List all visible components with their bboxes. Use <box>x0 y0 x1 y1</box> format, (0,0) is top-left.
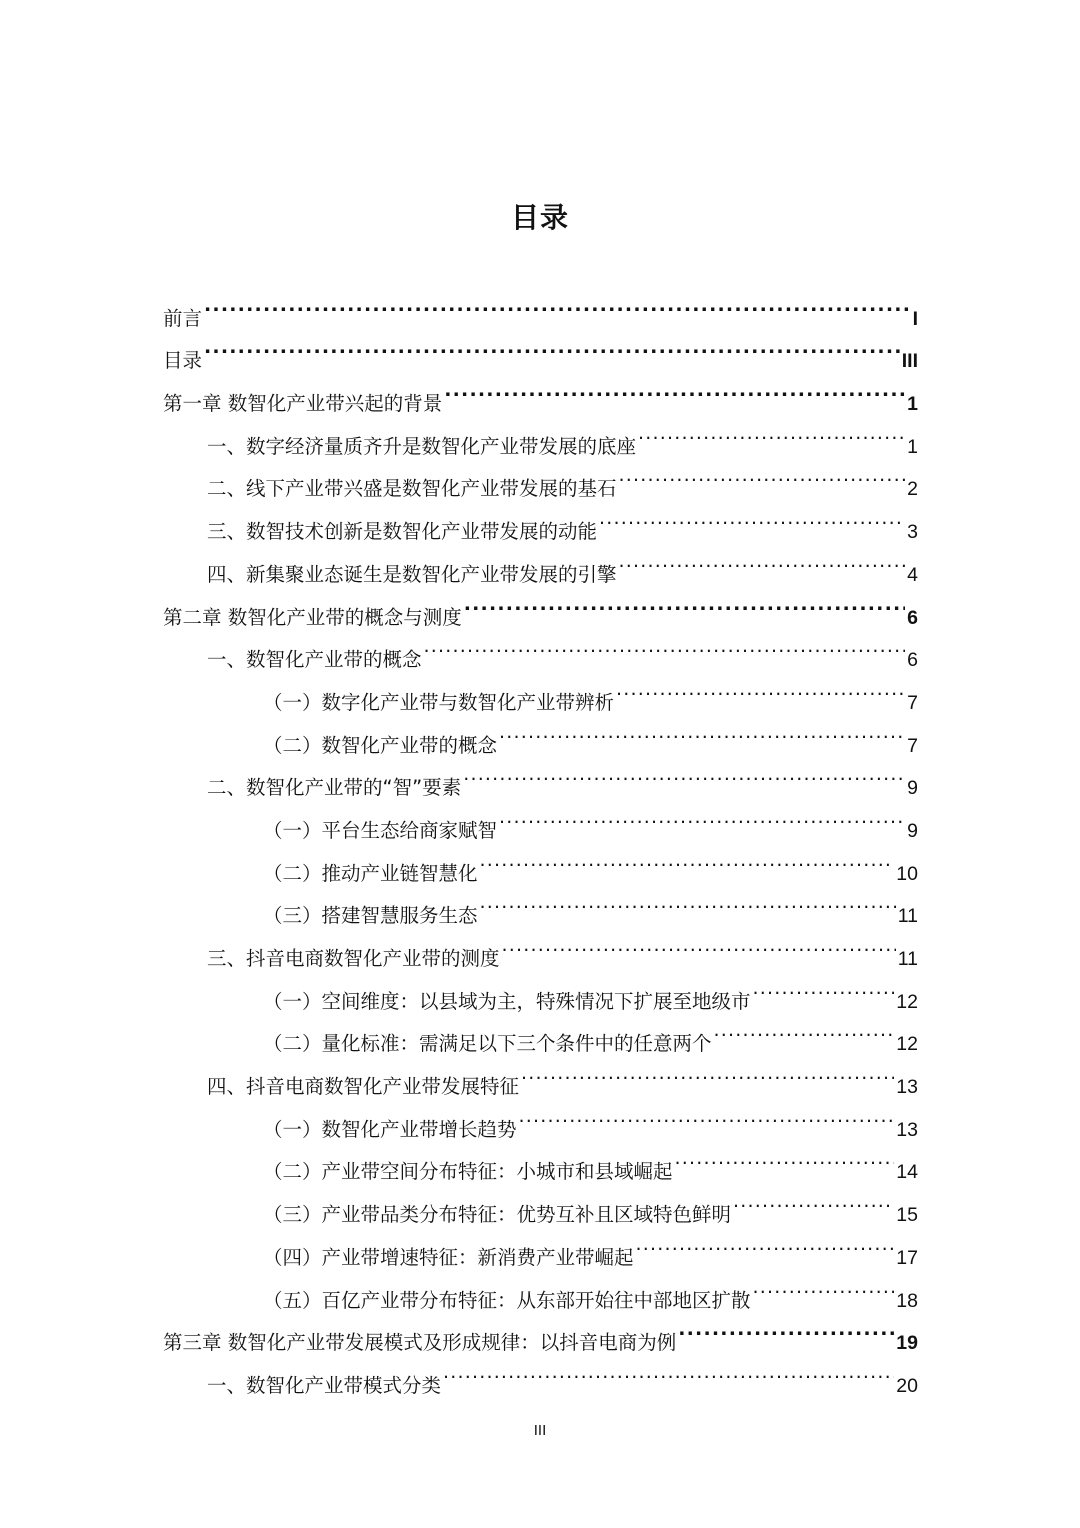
toc-leader-dots <box>753 1264 895 1307</box>
toc-entry-label: （五）百亿产业带分布特征：从东部开始往中部地区扩散 <box>263 1288 751 1312</box>
toc-leader-dots <box>714 1008 895 1051</box>
toc-leader-dots <box>519 1093 895 1136</box>
toc-entry-page: 13 <box>896 1118 918 1141</box>
toc-leader-dots <box>424 624 906 667</box>
toc-entry-page: 10 <box>896 862 918 885</box>
toc-entry-label: 三、数智技术创新是数智化产业带发展的动能 <box>207 520 598 544</box>
toc-leader-dots <box>616 666 905 709</box>
toc-entry-page: 12 <box>896 1033 918 1056</box>
toc-entry-page: I <box>912 307 918 330</box>
toc-leader-dots <box>502 922 896 965</box>
toc-entry-label: （一）数智化产业带增长趋势 <box>263 1117 517 1141</box>
toc-leader-dots <box>678 1307 894 1350</box>
toc-leader-dots <box>521 1050 894 1093</box>
toc-entry-page: 19 <box>896 1332 918 1355</box>
toc-entry-label: （一）空间维度：以县域为主，特殊情况下扩展至地级市 <box>263 989 751 1013</box>
toc-entry-label: 一、数智化产业带模式分类 <box>207 1373 442 1397</box>
toc-entry-label: （四）产业带增速特征：新消费产业带崛起 <box>263 1245 634 1269</box>
toc-leader-dots <box>619 453 906 496</box>
toc-entry-page: 12 <box>896 990 918 1013</box>
toc-entry-label: （二）数智化产业带的概念 <box>263 733 498 757</box>
toc-entry-label: 四、抖音电商数智化产业带发展特征 <box>207 1075 520 1099</box>
toc-leader-dots <box>463 752 905 795</box>
toc-entry-page: 6 <box>907 606 918 629</box>
page-title: 目录 <box>510 201 569 234</box>
toc-entry-label: （一）平台生态给商家赋智 <box>263 818 498 842</box>
toc-entry-page: 18 <box>896 1289 918 1312</box>
toc-leader-dots <box>638 410 905 453</box>
table-of-contents <box>163 282 918 1397</box>
toc-leader-dots <box>619 538 906 581</box>
toc-entry-page: 4 <box>907 563 918 586</box>
toc-leader-dots <box>204 282 911 325</box>
toc-leader-dots <box>499 709 905 752</box>
toc-entry-page: 11 <box>897 948 918 970</box>
toc-entry-page: 7 <box>907 734 918 757</box>
toc-entry-label: 二、数智化产业带的“智”要素 <box>207 776 462 800</box>
toc-entry-page: 6 <box>907 649 918 672</box>
toc-entry-page: 20 <box>896 1374 918 1397</box>
toc-entry-label: 第一章 数智化产业带兴起的背景 <box>163 392 443 416</box>
toc-entry-label: 一、数智化产业带的概念 <box>207 648 422 672</box>
toc-leader-dots <box>499 794 905 837</box>
toc-leader-dots <box>443 1349 894 1392</box>
toc-entry-label: （二）推动产业链智慧化 <box>263 861 478 885</box>
toc-entry-page: 1 <box>907 393 918 416</box>
toc-leader-dots <box>204 325 900 368</box>
toc-entry-page: 1 <box>907 435 918 458</box>
toc-leader-dots <box>444 367 905 410</box>
toc-entry-page: 15 <box>896 1204 918 1227</box>
toc-entry-page: 7 <box>907 691 918 714</box>
toc-leader-dots <box>733 1178 894 1221</box>
toc-leader-dots <box>480 880 896 923</box>
toc-entry-label: 二、线下产业带兴盛是数智化产业带发展的基石 <box>207 477 617 501</box>
toc-leader-dots <box>599 495 905 538</box>
toc-entry-label: （一）数字化产业带与数智化产业带辨析 <box>263 690 615 714</box>
toc-entry-label: 四、新集聚业态诞生是数智化产业带发展的引擎 <box>207 562 617 586</box>
toc-entry[interactable] <box>163 367 918 416</box>
toc-leader-dots <box>636 1221 895 1264</box>
toc-leader-dots <box>753 965 895 1008</box>
toc-entry-page: 9 <box>907 777 918 800</box>
toc-entry-page: 3 <box>907 521 918 544</box>
toc-leader-dots <box>480 837 895 880</box>
toc-entry-label: （二）产业带空间分布特征：小城市和县域崛起 <box>263 1160 673 1184</box>
toc-entry-label: （三）产业带品类分布特征：优势互补且区域特色鲜明 <box>263 1203 732 1227</box>
page-number: III <box>533 1422 547 1439</box>
toc-leader-dots <box>464 581 905 624</box>
toc-entry-label: 第二章 数智化产业带的概念与测度 <box>163 605 462 629</box>
toc-entry[interactable] <box>163 325 918 373</box>
toc-entry-page: 2 <box>907 478 918 501</box>
toc-entry-page: 14 <box>896 1161 918 1184</box>
toc-entry-page: III <box>901 350 918 373</box>
toc-entry-label: （三）搭建智慧服务生态 <box>263 904 478 928</box>
toc-entry[interactable] <box>163 282 918 330</box>
toc-entry-label: （二）量化标准：需满足以下三个条件中的任意两个 <box>263 1032 712 1056</box>
toc-entry-page: 13 <box>896 1076 918 1099</box>
toc-entry-label: 目录 <box>163 349 203 373</box>
toc-entry-label: 一、数字经济量质齐升是数智化产业带发展的底座 <box>207 434 637 458</box>
toc-entry-page: 9 <box>907 819 918 842</box>
toc-entry-label: 第三章 数智化产业带发展模式及形成规律：以抖音电商为例 <box>163 1331 677 1355</box>
toc-entry-page: 11 <box>897 905 918 928</box>
toc-entry-page: 17 <box>896 1246 918 1269</box>
toc-leader-dots <box>675 1136 895 1179</box>
toc-entry-label: 前言 <box>163 306 203 330</box>
toc-entry-label: 三、抖音电商数智化产业带的测度 <box>207 947 500 970</box>
